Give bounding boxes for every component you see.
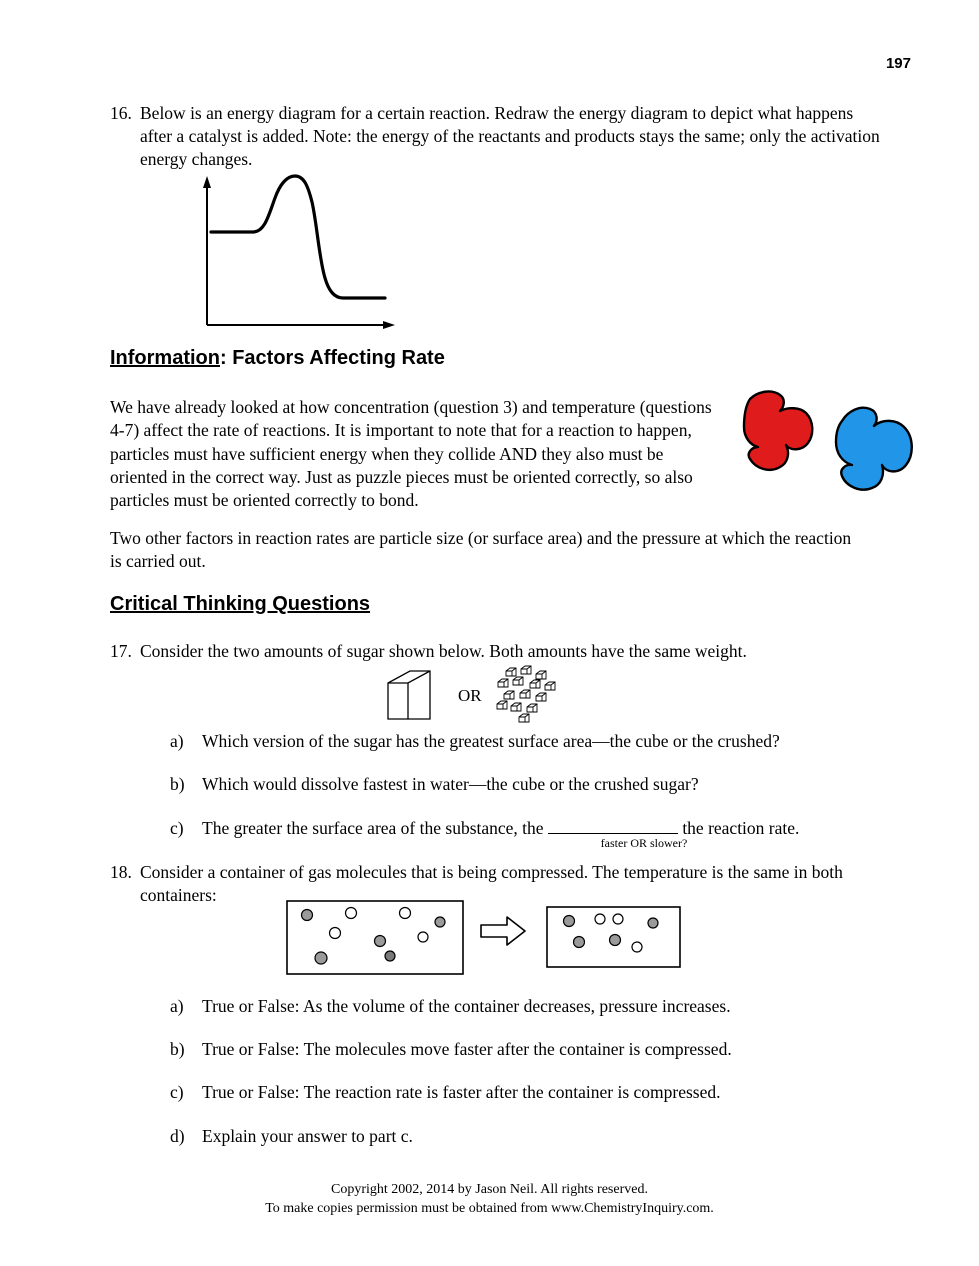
gas-compression-illustration	[285, 893, 685, 983]
footer-copyright: Copyright 2002, 2014 by Jason Neil. All rights reserved.	[331, 1182, 648, 1197]
energy-diagram	[195, 170, 415, 340]
information-heading-underlined: Information	[110, 347, 220, 369]
sugar-cube-icon	[388, 671, 430, 719]
information-paragraph-1: We have already looked at how concentration (question 3) and temperature (questions 4-7) affect the rate of reactions. It is important to note that for a reaction to happen, particles must have sufficient energy when they collide AND they also must be oriented in the correct way. Just as puzzle pieces must be oriented correctly, so also particles must be oriented correctly to bond.	[110, 397, 712, 511]
question-17-part-a-label: a)	[170, 731, 184, 751]
puzzle-piece-red	[744, 392, 812, 470]
question-18-part-b	[170, 1038, 880, 1061]
question-17-number: 17.	[110, 641, 132, 661]
question-17-part-a-text: Which version of the sugar has the greatest surface area—the cube or the crushed?	[202, 731, 780, 751]
question-18-number: 18.	[110, 862, 132, 882]
question-18-part-c	[170, 1081, 880, 1104]
question-18-part-c-text: True or False: The reaction rate is faster after the container is compressed.	[202, 1082, 721, 1102]
question-18-part-c-label: c)	[170, 1082, 184, 1102]
question-17-part-c	[170, 817, 880, 840]
question-18-part-b-text: True or False: The molecules move faster after the container is compressed.	[202, 1039, 732, 1059]
question-18-part-b-label: b)	[170, 1039, 185, 1059]
information-heading	[110, 347, 445, 370]
question-17-text: Consider the two amounts of sugar shown below. Both amounts have the same weight.	[140, 641, 747, 661]
question-18-part-a-label: a)	[170, 996, 184, 1016]
question-17-part-c-label: c)	[170, 818, 184, 838]
crushed-sugar-icon	[497, 666, 555, 722]
critical-thinking-questions-heading	[110, 593, 370, 616]
question-17	[110, 640, 880, 663]
question-16-text: Below is an energy diagram for a certain reaction. Redraw the energy diagram to depict what happens after a catalyst is added. Note: the energy of the reactants and products stays the same; only the activation energy changes.	[140, 103, 880, 169]
ctq-heading-label: Critical Thinking Questions	[110, 593, 371, 615]
information-paragraph-2: Two other factors in reaction rates are particle size (or surface area) and the pressure at which the reaction is carried out.	[110, 528, 852, 572]
sugar-comparison-illustration	[380, 663, 590, 733]
question-18-part-d-text: Explain your answer to part c.	[202, 1126, 413, 1146]
gas-container-small	[547, 907, 680, 967]
answer-blank[interactable]	[548, 833, 678, 834]
question-16	[110, 102, 880, 171]
question-18-part-d-label: d)	[170, 1126, 185, 1146]
gas-container-large	[287, 901, 463, 974]
question-18-part-a	[170, 995, 880, 1018]
question-18-part-d	[170, 1125, 880, 1148]
question-17-part-c-text	[202, 817, 880, 840]
question-16-number: 16.	[110, 103, 132, 123]
question-18-text: Consider a container of gas molecules that is being compressed. The temperature is the same in both containers:	[140, 862, 843, 905]
footer-permission: To make copies permission must be obtained from www.ChemistryInquiry.com.	[265, 1201, 714, 1216]
question-17-part-b-text: Which would dissolve fastest in water—the cube or the crushed sugar?	[202, 774, 699, 794]
information-heading-rest: : Factors Affecting Rate	[220, 347, 445, 369]
question-17-part-a	[170, 730, 880, 753]
compression-arrow-icon	[481, 917, 525, 945]
question-17-part-b-label: b)	[170, 774, 185, 794]
question-17-part-c-text-before: The greater the surface area of the substance, the	[202, 818, 544, 838]
puzzle-piece-blue	[836, 408, 912, 490]
question-17-part-b	[170, 773, 880, 796]
page-number: 197	[885, 55, 911, 72]
sugar-or-label: OR	[458, 686, 482, 705]
answer-blank-caption: faster OR slower?	[600, 836, 688, 850]
question-18-part-a-text: True or False: As the volume of the container decreases, pressure increases.	[202, 996, 731, 1016]
question-17-part-c-text-after: the reaction rate.	[682, 818, 800, 838]
footer	[0, 1180, 979, 1218]
puzzle-pieces-illustration	[738, 385, 923, 500]
